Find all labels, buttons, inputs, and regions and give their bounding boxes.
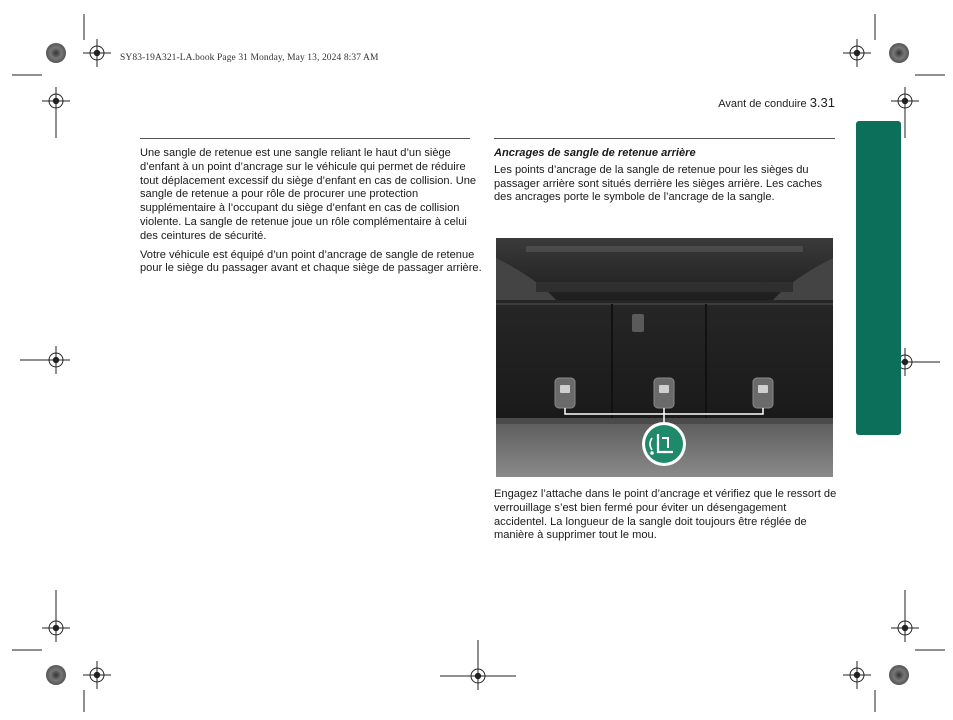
paragraph: Les points d’ancrage de la sangle de retenue pour les sièges du passager arrière sont situés derrière les sièges arrière. Les caches des ancrages porte le symbole de l’ancrage de la sangle. [494, 163, 823, 204]
right-column [494, 147, 838, 205]
section-title: Ancrages de sangle de retenue arrière [494, 147, 696, 159]
tether-anchor-illustration [496, 238, 833, 477]
header-section-title: Avant de conduire [718, 98, 807, 110]
page-number: 3.31 [809, 95, 835, 110]
chapter-tab [856, 121, 901, 435]
tether-anchor-symbol-icon [642, 422, 686, 466]
paragraph: Engagez l’attache dans le point d’ancrage et vérifiez que le ressort de verrouillage s’est bien fermé pour éviter un désengagement accidentel. La longueur de la sangle doit toujours être réglée de manière à supprimer tout le mou. [494, 488, 837, 542]
running-header [718, 95, 835, 110]
registration-rosette-icon [889, 43, 909, 63]
left-column [140, 147, 482, 281]
column-rule-right [494, 138, 835, 139]
paragraph: Une sangle de retenue est une sangle reliant le haut d’un siège d’enfant à un point d’ancrage sur le véhicule qui permet de réduire tout déplacement excessif du siège d’enfant en cas de collision. Une sangle de retenue a pour rôle de procurer une protection supplémentaire à l’occupant du siège d’enfant en cas de collision violente. La sangle de retenue joue un rôle complémentaire à celui des ceintures de sécurité. [140, 147, 477, 242]
registration-rosette-icon [889, 665, 909, 685]
paragraph: Votre véhicule est équipé d’un point d’ancrage de sangle de retenue pour le siège du passager avant et chaque siège de passager arrière. [140, 248, 482, 275]
registration-rosette-icon [46, 43, 66, 63]
tether-anchor-figure [496, 238, 833, 477]
print-slug: SY83-19A321-LA.book Page 31 Monday, May 13, 2024 8:37 AM [120, 53, 379, 63]
after-figure-text [494, 488, 838, 543]
registration-rosette-icon [46, 665, 66, 685]
column-rule-left [140, 138, 470, 139]
